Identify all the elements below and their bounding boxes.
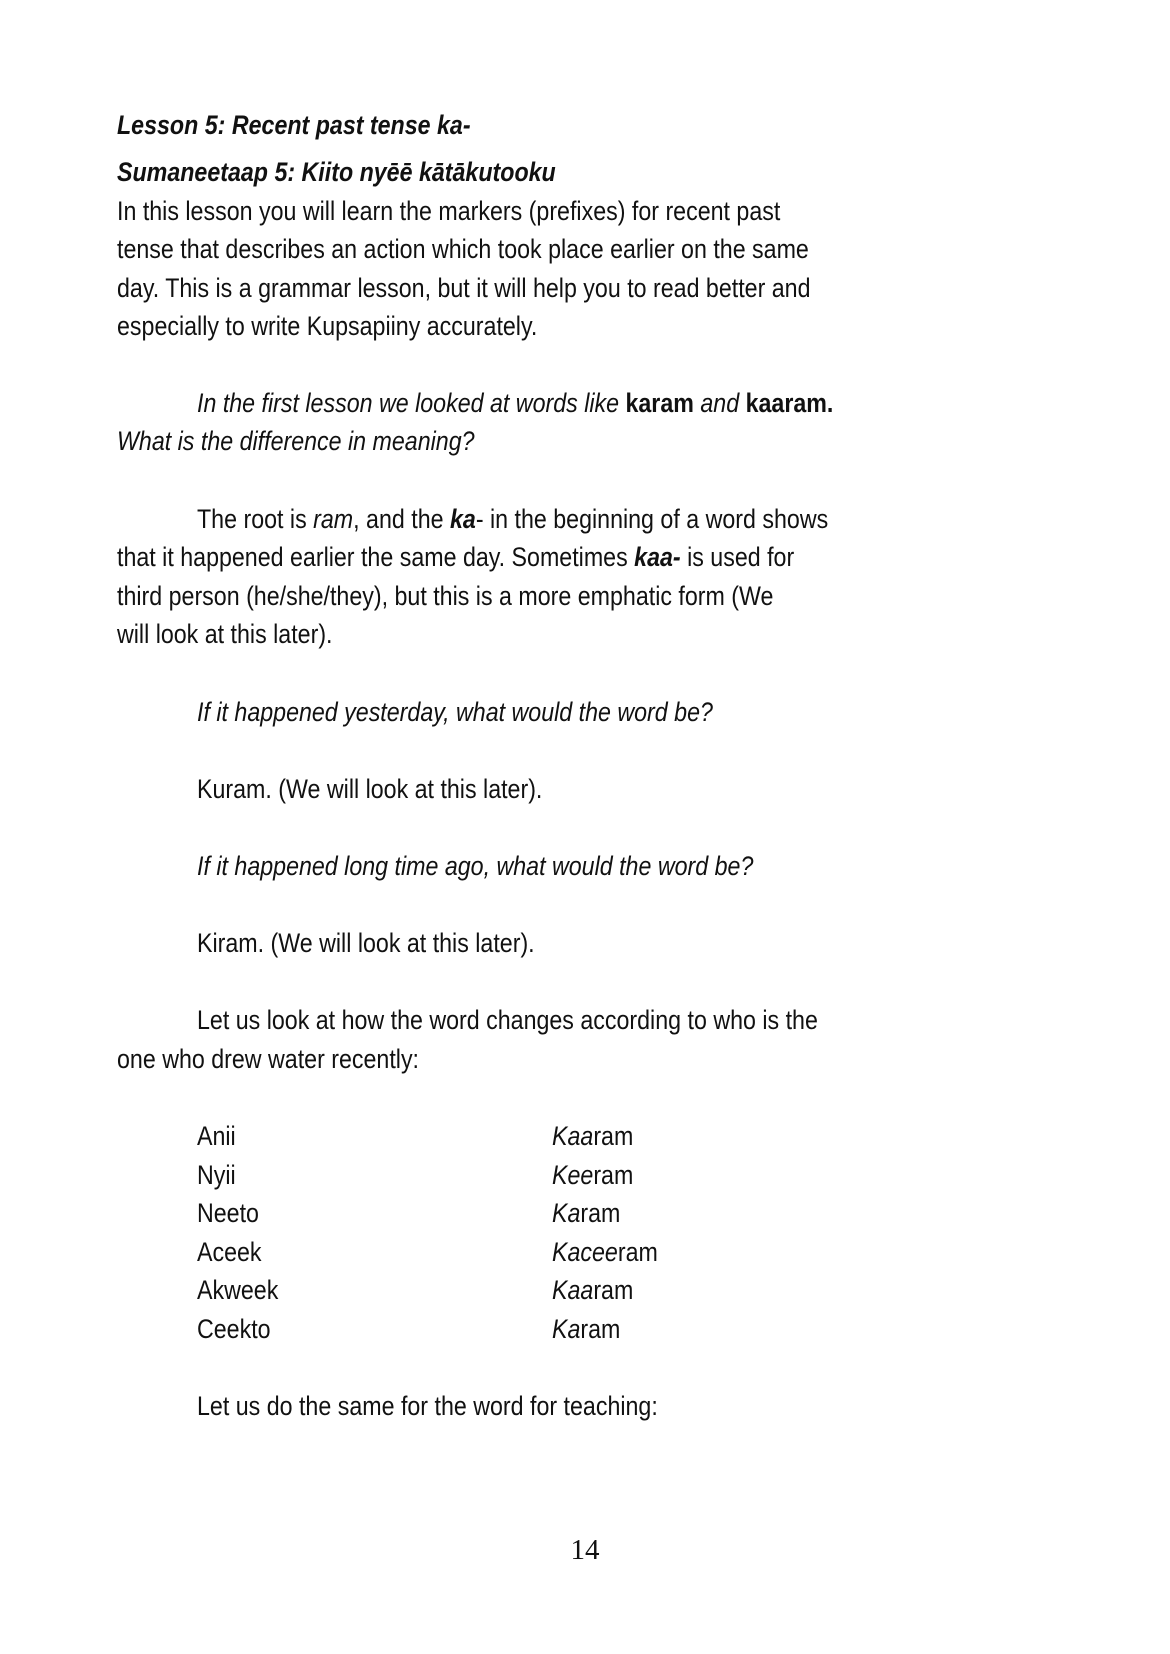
verb-prefix: Kacee [552,1237,618,1267]
verb-form [552,1193,620,1233]
verb-root: ram [580,1198,621,1228]
root-word: ram [313,504,354,534]
intro-line: In this lesson you will learn the markers (prefixes) for recent past [117,196,781,226]
pronoun: Akweek [197,1275,279,1305]
text: is used for [680,542,795,572]
verb-root: ram [617,1237,658,1267]
question-line: What is the difference in meaning? [117,426,475,456]
paragraph-line: will look at this later). [117,619,333,649]
verb-prefix: Ka [552,1314,581,1344]
answer-long-ago: Kiram. (We will look at this later). [197,928,535,958]
pronoun: Neeto [197,1198,259,1228]
question-long-ago: If it happened long time ago, what would the word be? [197,851,754,881]
text: - in the beginning of a word shows [475,504,829,534]
paragraph-line [197,499,828,539]
text: that it happened earlier the same day. Sometimes [117,542,635,572]
pronoun: Nyii [197,1160,236,1190]
verb-root: ram [593,1160,634,1190]
pronoun: Anii [197,1121,236,1151]
verb-root: ram [580,1314,621,1344]
verb-root: ram [593,1275,634,1305]
pronoun: Aceek [197,1237,262,1267]
answer-yesterday: Kuram. (We will look at this later). [197,774,543,804]
page-number: 14 [570,1534,600,1566]
question-line [197,383,833,423]
intro-line: day. This is a grammar lesson, but it will help you to read better and [117,273,811,303]
paragraph-line: one who drew water recently: [117,1044,420,1074]
intro-line: tense that describes an action which took place earlier on the same [117,234,809,264]
verb-root: ram [593,1121,634,1151]
verb-prefix: Kaa [552,1275,594,1305]
prefix-word: kaa- [634,542,681,572]
example-word: karam [625,388,694,418]
paragraph-line: Let us look at how the word changes according to who is the [197,1005,818,1035]
paragraph-line [117,537,794,577]
verb-form [552,1309,620,1349]
question-yesterday: If it happened yesterday, what would the word be? [197,697,713,727]
verb-form [552,1155,633,1195]
question-text: In the first lesson we looked at words like [197,388,626,418]
paragraph-line: third person (he/she/they), but this is a more emphatic form (We [117,581,774,611]
verb-form [552,1232,658,1272]
text: , and the [353,504,450,534]
example-word: kaaram. [745,388,834,418]
lesson-title: Lesson 5: Recent past tense ka- [117,110,471,140]
prefix-word: ka [449,504,476,534]
pronoun: Ceekto [197,1314,271,1344]
lesson-subtitle: Sumaneetaap 5: Kiito nyēē kātākutooku [117,157,556,187]
closing-line: Let us do the same for the word for teaching: [197,1391,658,1421]
verb-form [552,1270,633,1310]
text: The root is [197,504,314,534]
verb-form [552,1116,633,1156]
verb-prefix: Kaa [552,1121,594,1151]
intro-line: especially to write Kupsapiiny accurately. [117,311,538,341]
verb-prefix: Kee [552,1160,594,1190]
verb-prefix: Ka [552,1198,581,1228]
question-text: and [693,388,746,418]
